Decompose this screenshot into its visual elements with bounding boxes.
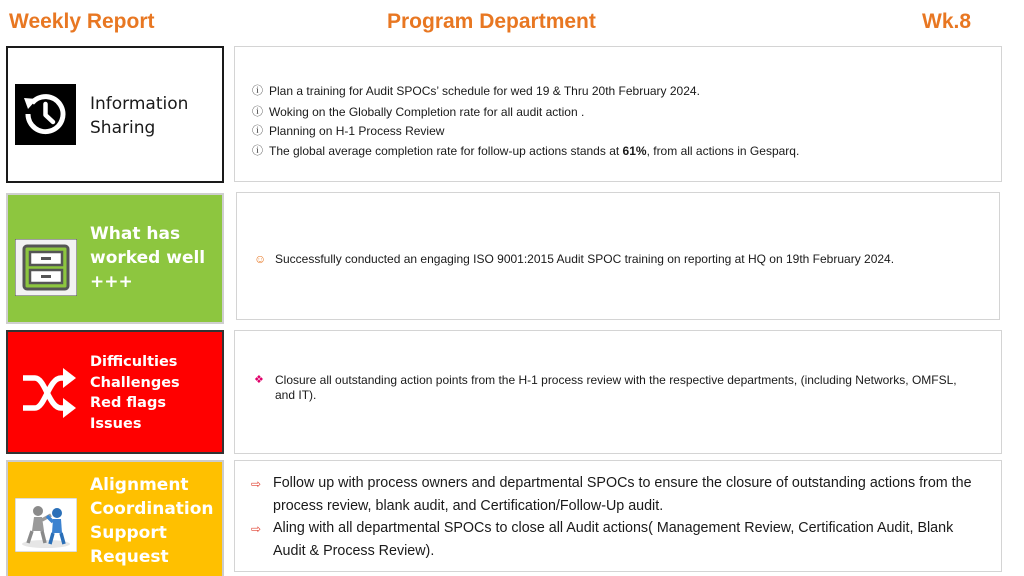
week-label: Wk.8 bbox=[922, 10, 972, 33]
alignment-item: ⇨ Aling with all departmental SPOCs to close all Audit actions( Management Review, Certification Audit, Blank Audit & Process Review). bbox=[251, 520, 954, 559]
information-sharing-card bbox=[6, 46, 224, 183]
info-circle-icon: ⓘ bbox=[252, 145, 263, 157]
completion-rate-value: 61% bbox=[622, 144, 647, 158]
report-title: Weekly Report bbox=[9, 10, 155, 33]
alignment-label: Alignment Coordination Support Request bbox=[90, 475, 214, 567]
diamond-bullet-icon: ❖ bbox=[254, 374, 264, 386]
difficulties-item: ❖ Closure all outstanding action points from the H-1 process review with the respective departments, (including Networks, OMFSL, and IT). bbox=[254, 373, 957, 402]
information-sharing-content bbox=[234, 46, 1002, 182]
alignment-card bbox=[6, 460, 224, 576]
shuffle-arrows-icon bbox=[21, 366, 77, 420]
department-title: Program Department bbox=[387, 10, 596, 33]
difficulties-card bbox=[6, 330, 224, 454]
alignment-content bbox=[234, 460, 1002, 572]
info-item: ⓘ The global average completion rate for follow-up actions stands at 61%, from all actions in Gesparq. bbox=[252, 144, 800, 158]
info-item: ⓘ Plan a training for Audit SPOCs’ schedule for wed 19 & Thru 20th February 2024. bbox=[252, 84, 700, 98]
history-clock-icon bbox=[15, 84, 76, 145]
difficulties-label: Difficulties Challenges Red flags Issues bbox=[90, 354, 180, 433]
worked-well-item: ☺ Successfully conducted an engaging ISO 9001:2015 Audit SPOC training on reporting at HQ on 19th February 2024. bbox=[254, 252, 895, 266]
worked-well-content bbox=[236, 192, 1000, 320]
information-sharing-label: Information Sharing bbox=[90, 94, 189, 138]
info-item: ⓘ Woking on the Globally Completion rate for all audit action . bbox=[252, 105, 585, 119]
worked-well-card bbox=[6, 193, 224, 324]
difficulties-content bbox=[234, 330, 1002, 454]
info-item: ⓘ Planning on H-1 Process Review bbox=[252, 124, 445, 138]
arrow-right-outline-icon: ⇨ bbox=[251, 477, 262, 491]
cabinet-drawers-icon bbox=[15, 239, 77, 296]
info-circle-icon: ⓘ bbox=[252, 85, 263, 97]
arrow-right-outline-icon: ⇨ bbox=[251, 522, 262, 536]
alignment-item: ⇨ Follow up with process owners and departmental SPOCs to ensure the closure of outstanding actions from the process review, blank audit, and Certification/Follow-Up audit. bbox=[251, 475, 972, 514]
info-circle-icon: ⓘ bbox=[252, 106, 263, 118]
worked-well-label: What has worked well +++ bbox=[90, 224, 206, 292]
info-circle-icon: ⓘ bbox=[252, 125, 263, 137]
smiley-icon: ☺ bbox=[254, 252, 267, 266]
people-teamwork-icon bbox=[15, 498, 77, 552]
